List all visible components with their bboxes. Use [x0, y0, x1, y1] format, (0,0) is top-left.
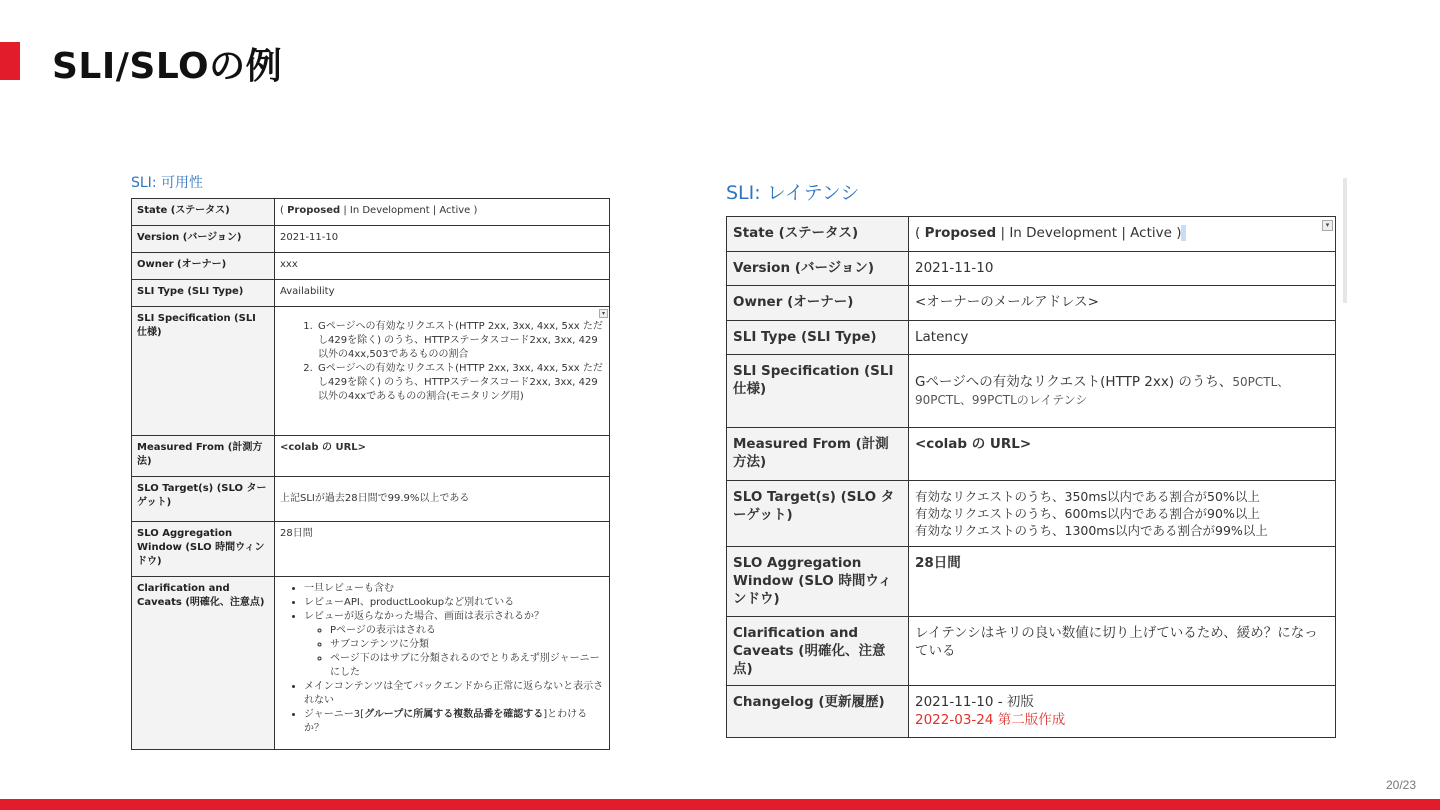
target-value[interactable]: 上記SLIが過去28日間で99.9%以上である [275, 477, 610, 522]
version-label: Version (バージョン) [727, 252, 909, 286]
target-line: 有効なリクエストのうち、600ms以内である割合が90%以上 [915, 506, 1260, 521]
window-label: SLO Aggregation Window (SLO 時間ウィンドウ) [132, 522, 275, 577]
table-row [727, 355, 1336, 428]
window-value[interactable]: 28日間 [909, 547, 1336, 617]
state-options: | In Development | Active ) [340, 205, 478, 216]
spec-label: SLI Specification (SLI 仕様) [727, 355, 909, 428]
table-row [132, 577, 610, 750]
state-open: ( [915, 225, 925, 241]
spec-label: SLI Specification (SLI 仕様) [132, 307, 275, 436]
list-item: 2. Gページへの有効なリクエスト(HTTP 2xx, 3xx, 4xx, 5xx ただし429を除く) のうち、HTTPステータスコード2xx, 3xx, 429以外の4xxであるものの割合(モニタリング用) [316, 362, 604, 404]
state-value[interactable] [909, 217, 1336, 252]
page-number: 20/23 [1385, 778, 1416, 792]
title-accent-bar [0, 42, 20, 80]
text-cursor [1181, 225, 1185, 241]
list-item: ◦ ページ下のはサブに分類されるのでとりあえず別ジャーニーにした [330, 652, 604, 680]
changelog-value[interactable] [909, 686, 1336, 738]
list-item: • メインコンテンツは全てバックエンドから正常に返らないと表示されない [304, 680, 604, 708]
table-row [132, 199, 610, 226]
window-value[interactable]: 28日間 [275, 522, 610, 577]
table-row [132, 522, 610, 577]
list-item: • 一旦レビューも含む [304, 582, 604, 596]
doc-edge-shadow [1343, 178, 1347, 303]
footer-accent-bar [0, 799, 1440, 810]
owner-label: Owner (オーナー) [727, 286, 909, 321]
state-selected: Proposed [287, 205, 341, 216]
page-title: SLI/SLOの例 [52, 46, 283, 87]
sli-availability-doc [131, 172, 610, 750]
state-options: | In Development | Active ) [996, 225, 1182, 241]
sli-table [131, 198, 610, 750]
table-row [727, 217, 1336, 252]
spec-value[interactable] [909, 355, 1336, 428]
table-row [727, 252, 1336, 286]
spec-value[interactable] [275, 307, 610, 436]
list-item: ◦ サブコンテンツに分類 [330, 638, 604, 652]
list-item-text: レビューが返らなかった場合、画面は表示されるか？ [304, 611, 544, 622]
sli-table [726, 216, 1336, 738]
clarification-label: Clarification and Caveats (明確化、注意点) [727, 617, 909, 686]
version-label: Version (バージョン) [132, 226, 275, 253]
table-row [132, 226, 610, 253]
sli-latency-doc [726, 178, 1336, 738]
owner-value[interactable]: xxx [275, 253, 610, 280]
window-label: SLO Aggregation Window (SLO 時間ウィンドウ) [727, 547, 909, 617]
table-row [132, 307, 610, 436]
table-row [727, 481, 1336, 547]
target-value[interactable] [909, 481, 1336, 547]
list-item [304, 708, 604, 736]
measured-label: Measured From (計測方法) [727, 428, 909, 481]
table-row [727, 321, 1336, 355]
doc-heading: SLI: 可用性 [131, 175, 203, 191]
doc-heading: SLI: レイテンシ [726, 182, 860, 204]
target-line: 有効なリクエストのうち、350ms以内である割合が50%以上 [915, 489, 1260, 504]
measured-value[interactable]: <colab の URL> [275, 436, 610, 477]
state-label: State (ステータス) [132, 199, 275, 226]
sli-type-value[interactable]: Availability [275, 280, 610, 307]
measured-value[interactable]: <colab の URL> [909, 428, 1336, 481]
changelog-entry: 2021-11-10 - 初版 [915, 694, 1034, 710]
clarification-label: Clarification and Caveats (明確化、注意点) [132, 577, 275, 750]
clarification-value[interactable] [275, 577, 610, 750]
state-open: ( [280, 205, 288, 216]
table-row [132, 477, 610, 522]
list-item-text: ジャーニー3[ [304, 709, 365, 720]
state-label: State (ステータス) [727, 217, 909, 252]
changelog-entry: 2022-03-24 第二版作成 [915, 712, 1066, 728]
clarification-list [280, 582, 604, 736]
list-item-text: ]とわけるか？ [304, 709, 588, 734]
table-row [727, 686, 1336, 738]
sli-type-label: SLI Type (SLI Type) [132, 280, 275, 307]
target-line: 有効なリクエストのうち、1300ms以内である割合が99%以上 [915, 523, 1268, 538]
table-row [727, 428, 1336, 481]
spec-list [280, 320, 604, 404]
table-row [727, 286, 1336, 321]
list-item-bold: グループに所属する複数品番を確認する [364, 709, 544, 720]
state-value[interactable] [275, 199, 610, 226]
table-row [727, 547, 1336, 617]
spec-main: Gページへの有効なリクエスト(HTTP 2xx) のうち、 [915, 374, 1233, 390]
sub-list [304, 624, 604, 680]
version-value[interactable]: 2021-11-10 [909, 252, 1336, 286]
table-row [132, 253, 610, 280]
list-item: ◦ Pページの表示はされる [330, 624, 604, 638]
measured-label: Measured From (計測方法) [132, 436, 275, 477]
clarification-value[interactable]: レイテンシはキリの良い数値に切り上げているため、緩め？になっている [909, 617, 1336, 686]
target-label: SLO Target(s) (SLO ターゲット) [727, 481, 909, 547]
changelog-label: Changelog (更新履歴) [727, 686, 909, 738]
dropdown-arrow-icon[interactable]: ▾ [599, 309, 608, 318]
state-selected: Proposed [924, 225, 997, 241]
table-row [727, 617, 1336, 686]
list-item [304, 610, 604, 680]
version-value[interactable]: 2021-11-10 [275, 226, 610, 253]
owner-value[interactable]: <オーナーのメールアドレス> [909, 286, 1336, 321]
sli-type-value[interactable]: Latency [909, 321, 1336, 355]
table-row [132, 436, 610, 477]
list-item: 1. Gページへの有効なリクエスト(HTTP 2xx, 3xx, 4xx, 5xx ただし429を除く) のうち、HTTPステータスコード2xx, 3xx, 429以外の4xx,503であるものの割合 [316, 320, 604, 362]
target-label: SLO Target(s) (SLO ターゲット) [132, 477, 275, 522]
list-item: • レビューAPI、productLookupなど別れている [304, 596, 604, 610]
sli-type-label: SLI Type (SLI Type) [727, 321, 909, 355]
spec-percentiles: 50PCTL、90PCTL、99PCTLのレイテンシ [915, 375, 1290, 407]
owner-label: Owner (オーナー) [132, 253, 275, 280]
table-row [132, 280, 610, 307]
dropdown-arrow-icon[interactable]: ▾ [1322, 220, 1333, 231]
